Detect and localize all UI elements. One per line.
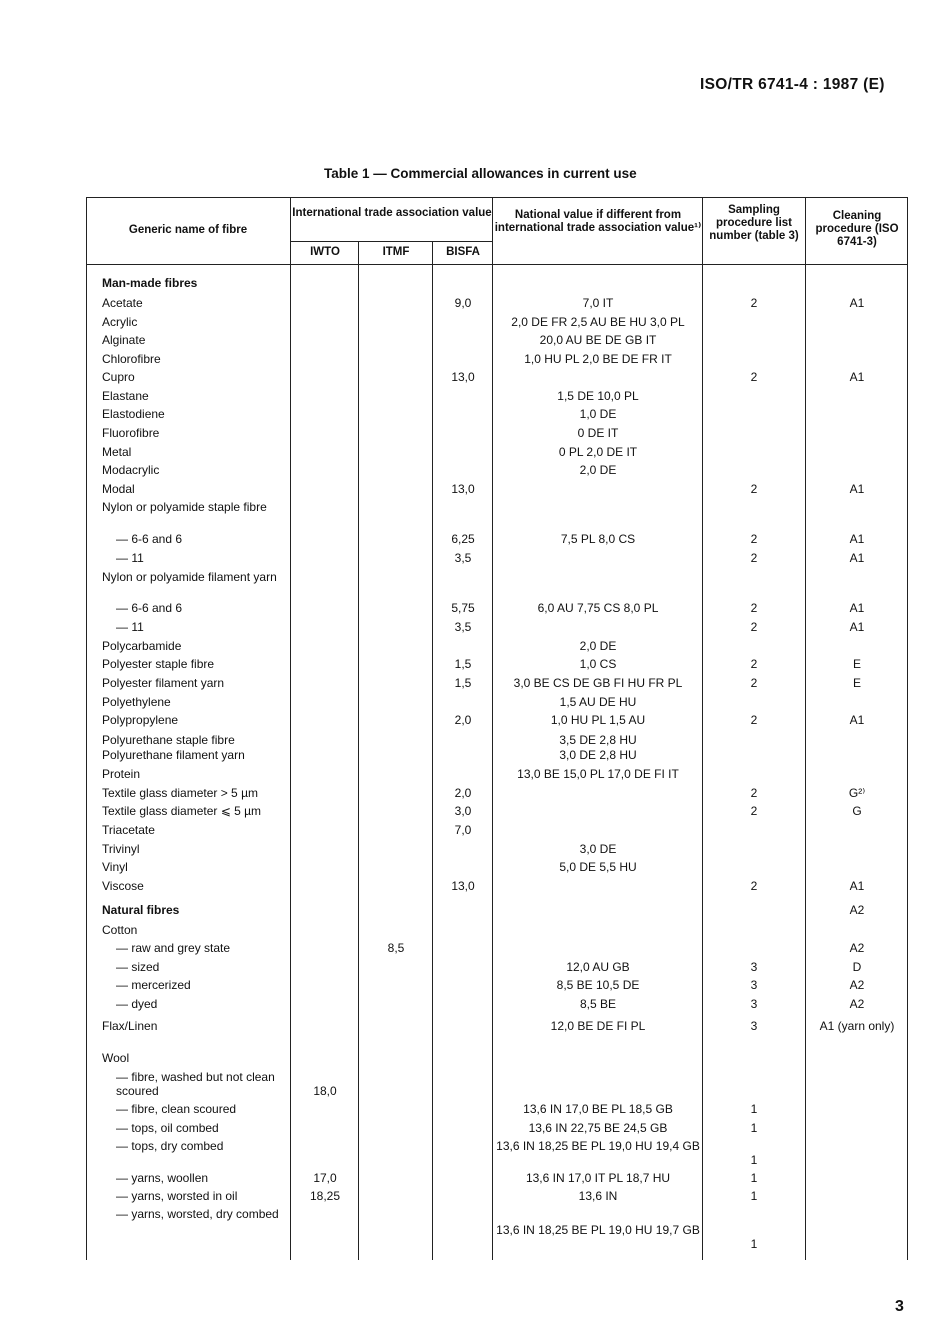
- itmf-value: 8,5: [387, 941, 405, 955]
- national-value: 6,0 AU 7,75 CS 8,0 PL: [537, 601, 659, 615]
- fibre-name: — 6-6 and 6: [116, 601, 183, 615]
- fibre-name: Acetate: [102, 296, 143, 310]
- fibre-name: Nylon or polyamide filament yarn: [102, 570, 277, 584]
- sampling-procedure: 2: [750, 786, 758, 800]
- national-value: 12,0 BE DE FI PL: [550, 1019, 646, 1033]
- header-itmf: ITMF: [382, 246, 410, 258]
- col-divider-left: [86, 197, 87, 1260]
- fibre-name: Modal: [102, 482, 135, 496]
- col-divider-itmf: [432, 241, 433, 1260]
- national-value: 2,0 DE: [579, 639, 617, 653]
- cleaning-procedure: A1: [849, 482, 865, 496]
- cleaning-procedure: A1: [849, 620, 865, 634]
- national-value: 13,6 IN 17,0 BE PL 18,5 GB: [523, 1102, 673, 1116]
- fibre-name: Wool: [102, 1051, 130, 1065]
- fibre-name: — yarns, worsted, dry combed: [116, 1207, 279, 1221]
- cleaning-procedure: A1: [849, 551, 865, 565]
- header-iwto: IWTO: [310, 246, 340, 258]
- national-value: 8,5 BE: [579, 997, 617, 1011]
- sampling-procedure: 2: [750, 532, 758, 546]
- fibre-name: Natural fibres: [102, 903, 180, 917]
- national-value: 1,5 DE 10,0 PL: [557, 389, 639, 403]
- table-title: Table 1 — Commercial allowances in current use: [324, 166, 637, 181]
- national-value: 7,5 PL 8,0 CS: [560, 532, 636, 546]
- fibre-name: Metal: [102, 445, 132, 459]
- fibre-name: — yarns, woollen: [116, 1171, 209, 1185]
- fibre-name: — raw and grey state: [116, 941, 231, 955]
- fibre-name: Fluorofibre: [102, 426, 160, 440]
- sampling-procedure: 1: [750, 1121, 758, 1135]
- fibre-name: Cupro: [102, 370, 135, 384]
- col-divider-national: [702, 197, 703, 1260]
- bisfa-value: 3,5: [454, 620, 472, 634]
- fibre-name: Cotton: [102, 923, 138, 937]
- fibre-name: — dyed: [116, 997, 158, 1011]
- header-generic-name: Generic name of fibre: [128, 224, 248, 236]
- sampling-procedure: 2: [750, 370, 758, 384]
- sampling-procedure: 3: [750, 1019, 758, 1033]
- header-cleaning: Cleaning procedure (ISO 6741-3): [815, 210, 899, 248]
- bisfa-value: 9,0: [454, 296, 472, 310]
- fibre-name: — 11: [116, 551, 144, 565]
- national-value: 0 DE IT: [577, 426, 619, 440]
- national-value: 13,0 BE 15,0 PL 17,0 DE FI IT: [517, 767, 679, 781]
- cleaning-procedure: A1: [849, 296, 865, 310]
- national-value: 12,0 AU GB: [566, 960, 630, 974]
- fibre-name: — sized: [116, 960, 160, 974]
- sampling-procedure: 2: [750, 676, 758, 690]
- fibre-name: Polyester filament yarn: [102, 676, 225, 690]
- col-divider-bisfa: [492, 197, 493, 1260]
- sampling-procedure: 3: [750, 997, 758, 1011]
- fibre-name: Protein: [102, 767, 141, 781]
- sampling-procedure: 2: [750, 482, 758, 496]
- sampling-procedure: 2: [750, 296, 758, 310]
- header-subdivider: [290, 241, 492, 242]
- cleaning-procedure: G: [852, 804, 862, 818]
- national-value: 7,0 IT: [582, 296, 614, 310]
- national-value: 3,5 DE 2,8 HU: [559, 733, 637, 747]
- bisfa-value: 2,0: [454, 713, 472, 727]
- col-divider-right: [907, 197, 908, 1260]
- national-value: 13,6 IN 22,75 BE 24,5 GB: [528, 1121, 668, 1135]
- cleaning-procedure: A1: [849, 370, 865, 384]
- cleaning-procedure: A1: [849, 532, 865, 546]
- national-value: 3,0 DE 2,8 HU: [559, 748, 637, 762]
- sampling-procedure: 1: [750, 1189, 758, 1203]
- cleaning-procedure: A1: [849, 713, 865, 727]
- header-sampling: Sampling procedure list number (table 3): [709, 204, 799, 242]
- bisfa-value: 1,5: [454, 657, 472, 671]
- national-value: 1,5 AU DE HU: [559, 695, 637, 709]
- bisfa-value: 1,5: [454, 676, 472, 690]
- iwto-value: 17,0: [313, 1171, 337, 1185]
- bisfa-value: 13,0: [451, 482, 475, 496]
- sampling-procedure: 2: [750, 551, 758, 565]
- sampling-procedure: 1: [750, 1102, 758, 1116]
- cleaning-procedure: E: [852, 676, 861, 690]
- iwto-value: 18,25: [309, 1189, 341, 1203]
- fibre-name: Man-made fibres: [102, 276, 198, 290]
- cleaning-procedure: D: [852, 960, 862, 974]
- cleaning-procedure: A2: [849, 941, 865, 955]
- fibre-name: Textile glass diameter > 5 µm: [102, 786, 258, 800]
- national-value: 1,0 HU PL 1,5 AU: [550, 713, 646, 727]
- bisfa-value: 2,0: [454, 786, 472, 800]
- fibre-name: Elastodiene: [102, 407, 165, 421]
- sampling-procedure: 2: [750, 879, 758, 893]
- page-number: 3: [895, 1298, 904, 1315]
- sampling-procedure: 1: [750, 1171, 758, 1185]
- fibre-name: Chlorofibre: [102, 352, 161, 366]
- sampling-procedure: 3: [750, 960, 758, 974]
- national-value: 5,0 DE 5,5 HU: [559, 860, 637, 874]
- header-intl-trade: International trade association value: [292, 207, 492, 219]
- cleaning-procedure: E: [852, 657, 861, 671]
- national-value: 1,0 DE: [579, 407, 617, 421]
- national-value: 2,0 DE: [579, 463, 617, 477]
- fibre-name: Elastane: [102, 389, 149, 403]
- col-divider-sampling: [805, 197, 806, 1260]
- header-bottom-border: [86, 264, 907, 265]
- fibre-name: — tops, oil combed: [116, 1121, 219, 1135]
- fibre-name: Flax/Linen: [102, 1019, 158, 1033]
- fibre-name: Triacetate: [102, 823, 155, 837]
- sampling-procedure: 2: [750, 620, 758, 634]
- bisfa-value: 3,5: [454, 551, 472, 565]
- fibre-name: Trivinyl: [102, 842, 140, 856]
- sampling-procedure: 2: [750, 804, 758, 818]
- bisfa-value: 13,0: [451, 879, 475, 893]
- national-value: 13,6 IN 17,0 IT PL 18,7 HU: [525, 1171, 671, 1185]
- sampling-procedure: 2: [750, 601, 758, 615]
- fibre-name: — fibre, washed but not clean scoured: [116, 1070, 275, 1098]
- fibre-name: Polyester staple fibre: [102, 657, 215, 671]
- fibre-name: — 11: [116, 620, 144, 634]
- fibre-name: Vinyl: [102, 860, 128, 874]
- national-value: 13,6 IN 18,25 BE PL 19,0 HU 19,7 GB: [496, 1223, 700, 1237]
- cleaning-procedure: A2: [849, 997, 865, 1011]
- sampling-procedure: 3: [750, 978, 758, 992]
- fibre-name: Polyethylene: [102, 695, 171, 709]
- national-value: 1,0 HU PL 2,0 BE DE FR IT: [524, 352, 672, 366]
- bisfa-value: 6,25: [451, 532, 475, 546]
- national-value: 8,5 BE 10,5 DE: [556, 978, 640, 992]
- fibre-name: Polycarbamide: [102, 639, 182, 653]
- fibre-name: Viscose: [102, 879, 144, 893]
- fibre-name: Modacrylic: [102, 463, 160, 477]
- header-national-value: National value if different from international trade association value¹⁾: [494, 209, 702, 234]
- col-divider-iwto: [358, 241, 359, 1260]
- cleaning-procedure: A1: [849, 601, 865, 615]
- bisfa-value: 7,0: [454, 823, 472, 837]
- sampling-procedure: 1: [750, 1153, 758, 1167]
- cleaning-procedure: G²⁾: [848, 786, 866, 800]
- fibre-name: — tops, dry combed: [116, 1139, 224, 1153]
- header-bisfa: BISFA: [446, 246, 480, 258]
- national-value: 13,6 IN: [578, 1189, 618, 1203]
- fibre-name: — 6-6 and 6: [116, 532, 183, 546]
- national-value: 13,6 IN 18,25 BE PL 19,0 HU 19,4 GB: [496, 1139, 700, 1153]
- cleaning-procedure: A1 (yarn only): [819, 1019, 895, 1033]
- standard-reference: ISO/TR 6741-4 : 1987 (E): [700, 76, 885, 93]
- national-value: 20,0 AU BE DE GB IT: [539, 333, 657, 347]
- fibre-name: Alginate: [102, 333, 146, 347]
- fibre-name: Nylon or polyamide staple fibre: [102, 500, 267, 514]
- cleaning-procedure: A2: [849, 903, 865, 917]
- bisfa-value: 3,0: [454, 804, 472, 818]
- fibre-name: Polyurethane filament yarn: [102, 748, 245, 762]
- fibre-name: Polyurethane staple fibre: [102, 733, 235, 747]
- bisfa-value: 5,75: [451, 601, 475, 615]
- col-divider-generic: [290, 197, 291, 1260]
- national-value: 2,0 DE FR 2,5 AU BE HU 3,0 PL: [511, 315, 685, 329]
- bisfa-value: 13,0: [451, 370, 475, 384]
- cleaning-procedure: A1: [849, 879, 865, 893]
- sampling-procedure: 2: [750, 657, 758, 671]
- national-value: 0 PL 2,0 DE IT: [558, 445, 638, 459]
- sampling-procedure: 2: [750, 713, 758, 727]
- fibre-name: Textile glass diameter ⩽ 5 µm: [102, 804, 262, 818]
- cleaning-procedure: A2: [849, 978, 865, 992]
- national-value: 3,0 BE CS DE GB FI HU FR PL: [513, 676, 683, 690]
- fibre-name: — yarns, worsted in oil: [116, 1189, 238, 1203]
- fibre-name: — mercerized: [116, 978, 191, 992]
- sampling-procedure: 1: [750, 1237, 758, 1251]
- fibre-name: Acrylic: [102, 315, 138, 329]
- national-value: 1,0 CS: [579, 657, 617, 671]
- iwto-value: 18,0: [313, 1084, 337, 1098]
- fibre-name: Polypropylene: [102, 713, 179, 727]
- national-value: 3,0 DE: [579, 842, 617, 856]
- fibre-name: — fibre, clean scoured: [116, 1102, 237, 1116]
